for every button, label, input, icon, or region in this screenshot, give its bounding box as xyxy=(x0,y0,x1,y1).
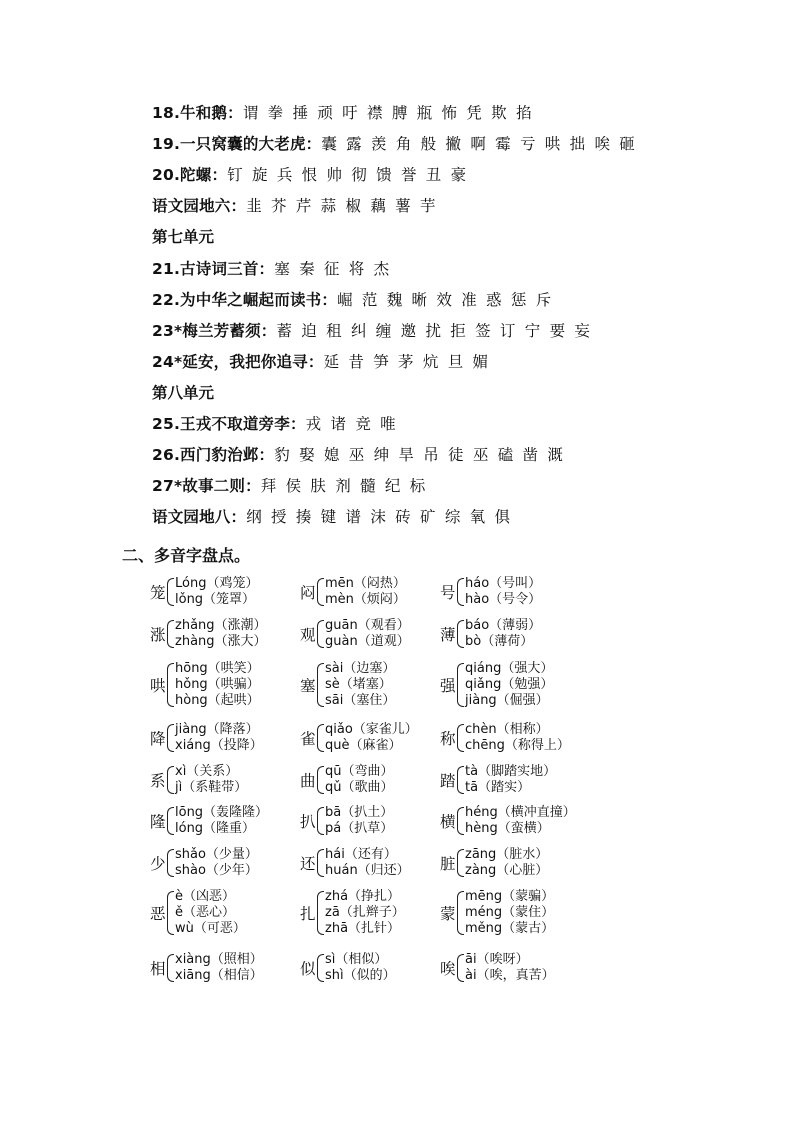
lesson-title: 第七单元 xyxy=(152,228,215,247)
lesson-title: 23*梅兰芳蓄须： xyxy=(152,321,277,340)
polyphone-character: 雀 xyxy=(300,730,316,748)
polyphone-character: 哄 xyxy=(150,677,166,695)
lesson-row xyxy=(152,101,532,123)
reading: jì（系鞋带） xyxy=(175,780,248,795)
readings-list xyxy=(175,805,268,837)
readings-list xyxy=(175,722,263,754)
reading: héng（横冲直撞） xyxy=(465,805,576,820)
brace xyxy=(457,620,464,648)
reading: zhǎng（涨潮） xyxy=(175,618,267,633)
brace xyxy=(167,766,174,794)
reading: pá（扒草） xyxy=(325,821,394,836)
polyphone-character: 称 xyxy=(440,730,456,748)
lesson-title: 20.陀螺： xyxy=(152,166,228,185)
reading: mēng（蒙骗） xyxy=(465,889,555,904)
reading: qiǎo（家雀儿） xyxy=(325,722,418,737)
lesson-row xyxy=(152,505,510,527)
polyphone-character: 系 xyxy=(150,772,166,790)
polyphone-character: 隆 xyxy=(150,813,166,831)
brace xyxy=(167,620,174,648)
reading: sāi（塞住） xyxy=(325,693,396,708)
unit-heading xyxy=(152,381,214,403)
brace xyxy=(457,663,464,707)
reading: mèn（烦闷） xyxy=(325,592,406,607)
reading: xì（关系） xyxy=(175,764,239,779)
reading: zhā（扎针） xyxy=(325,921,401,936)
reading: shào（少年） xyxy=(175,863,258,878)
brace xyxy=(317,578,324,606)
brace xyxy=(167,891,174,935)
polyphone-character: 脏 xyxy=(440,855,456,873)
readings-list xyxy=(175,889,246,937)
readings-list xyxy=(325,576,406,608)
polyphone-character: 横 xyxy=(440,813,456,831)
polyphone-character: 似 xyxy=(300,960,316,978)
polyphone-character: 蒙 xyxy=(440,905,456,923)
reading: měng（蒙古） xyxy=(465,921,555,936)
polyphone-character: 还 xyxy=(300,855,316,873)
lesson-title: 26.西门豹治邺： xyxy=(152,446,275,465)
readings-list xyxy=(325,722,418,754)
polyphone-character: 相 xyxy=(150,960,166,978)
brace xyxy=(317,849,324,877)
reading: bā（扒土） xyxy=(325,805,394,820)
lesson-title: 18.牛和鹅： xyxy=(152,104,243,122)
reading: sài（边塞） xyxy=(325,661,396,676)
readings-list xyxy=(175,576,258,608)
reading: xiāng（相信） xyxy=(175,968,263,983)
polyphone-character: 唉 xyxy=(440,960,456,978)
lesson-row xyxy=(152,257,389,279)
readings-list xyxy=(465,847,548,879)
reading: hōng（哄笑） xyxy=(175,661,260,676)
readings-list xyxy=(465,576,541,608)
brace xyxy=(457,724,464,752)
lesson-characters: 拜 侯 肤 剂 髓 纪 标 xyxy=(260,477,426,496)
readings-list xyxy=(175,661,260,709)
readings-list xyxy=(465,722,570,754)
reading: guān（观看） xyxy=(325,618,410,633)
brace xyxy=(167,807,174,835)
reading: ě（恶心） xyxy=(175,905,235,920)
lesson-characters: 纲 授 揍 键 谱 沫 砖 矿 综 氧 俱 xyxy=(246,508,511,527)
polyphone-character: 恶 xyxy=(150,905,166,923)
lesson-title: 21.古诗词三首： xyxy=(152,259,275,278)
unit-heading xyxy=(152,225,214,247)
lesson-title: 27*故事二则： xyxy=(152,477,261,496)
reading: háo（号叫） xyxy=(465,576,542,591)
reading: chèn（相称） xyxy=(465,722,549,737)
reading: lōng（轰隆隆） xyxy=(175,805,269,820)
lesson-row xyxy=(152,412,396,434)
polyphone-character: 降 xyxy=(150,730,166,748)
readings-list xyxy=(325,764,394,796)
lesson-row xyxy=(152,194,436,216)
reading: lóng（隆重） xyxy=(175,821,256,836)
polyphone-character: 塞 xyxy=(300,677,316,695)
readings-list xyxy=(465,661,553,709)
reading: zhá（挣扎） xyxy=(325,889,401,904)
lesson-title: 第八单元 xyxy=(152,383,215,402)
reading: xiáng（投降） xyxy=(175,738,263,753)
reading: hào（号令） xyxy=(465,592,542,607)
polyphone-character: 踏 xyxy=(440,772,456,790)
brace xyxy=(317,724,324,752)
lesson-title: 语文园地八： xyxy=(152,508,247,527)
lesson-characters: 崛 范 魏 晰 效 准 惑 惩 斥 xyxy=(337,290,552,309)
reading: hái（还有） xyxy=(325,847,397,862)
reading: hòng（起哄） xyxy=(175,693,260,708)
reading: tà（脚踏实地） xyxy=(465,764,557,779)
reading: shì（似的） xyxy=(325,968,396,983)
readings-list xyxy=(175,952,263,984)
reading: Lóng（鸡笼） xyxy=(175,576,259,591)
reading: xiàng（照相） xyxy=(175,952,263,967)
brace xyxy=(457,766,464,794)
readings-list xyxy=(325,889,405,937)
lesson-row xyxy=(152,474,425,496)
polyphone-character: 观 xyxy=(300,626,316,644)
reading: sì（相似） xyxy=(325,952,388,967)
lesson-row xyxy=(152,132,635,154)
brace xyxy=(457,849,464,877)
lesson-row xyxy=(152,443,563,465)
lesson-characters: 延 昔 笋 茅 炕 旦 媚 xyxy=(323,352,489,371)
readings-list xyxy=(325,952,396,984)
reading: qiáng（强大） xyxy=(465,661,554,676)
lesson-characters: 钉 旋 兵 恨 帅 彻 馈 誉 丑 豪 xyxy=(227,166,467,185)
lesson-characters: 塞 秦 征 将 杰 xyxy=(274,259,390,278)
brace xyxy=(167,578,174,606)
reading: qiǎng（勉强） xyxy=(465,677,554,692)
brace xyxy=(457,891,464,935)
lesson-characters: 豹 娶 媳 巫 绅 旱 吊 徒 巫 磕 凿 溉 xyxy=(274,446,564,465)
lesson-title: 24*延安，我把你追寻： xyxy=(152,352,324,371)
lesson-row xyxy=(152,319,590,341)
readings-list xyxy=(325,805,393,837)
reading: tā（踏实） xyxy=(465,780,531,795)
reading: zhàng（涨大） xyxy=(175,634,267,649)
polyphone-character: 强 xyxy=(440,677,456,695)
reading: qǔ（歌曲） xyxy=(325,780,394,795)
readings-list xyxy=(465,805,576,837)
brace xyxy=(457,578,464,606)
lesson-row xyxy=(152,350,488,372)
reading: wù（可恶） xyxy=(175,921,246,936)
polyphone-character: 扎 xyxy=(300,905,316,923)
lesson-row xyxy=(152,288,551,310)
brace xyxy=(317,766,324,794)
reading: hèng（蛮横） xyxy=(465,821,550,836)
reading: méng（蒙住） xyxy=(465,905,555,920)
polyphone-character: 号 xyxy=(440,584,456,602)
polyphone-character: 闷 xyxy=(300,584,316,602)
reading: hǒng（哄骗） xyxy=(175,677,260,692)
polyphone-character: 笼 xyxy=(150,584,166,602)
reading: chēng（称得上） xyxy=(465,738,570,753)
readings-list xyxy=(465,618,541,650)
reading: mēn（闷热） xyxy=(325,576,406,591)
polyphone-character: 涨 xyxy=(150,626,166,644)
readings-list xyxy=(175,764,247,796)
reading: lǒng（笼罩） xyxy=(175,592,256,607)
reading: è（凶恶） xyxy=(175,889,235,904)
reading: jiàng（倔强） xyxy=(465,693,549,708)
lesson-characters: 蓄 迫 租 纠 缠 邀 扰 拒 签 订 宁 要 妄 xyxy=(276,321,591,340)
reading: qū（弯曲） xyxy=(325,764,394,779)
lesson-characters: 囊 露 羡 角 般 撇 啊 霉 亏 哄 拙 唉 砸 xyxy=(321,135,635,154)
readings-list xyxy=(325,847,410,879)
readings-list xyxy=(175,847,258,879)
brace xyxy=(167,954,174,982)
brace xyxy=(167,663,174,707)
reading: báo（薄弱） xyxy=(465,618,542,633)
lesson-title: 语文园地六： xyxy=(152,197,247,216)
brace xyxy=(317,663,324,707)
lesson-title: 25.王戎不取道旁李： xyxy=(152,415,306,433)
brace xyxy=(317,620,324,648)
reading: zàng（心脏） xyxy=(465,863,549,878)
lesson-characters: 戎 诸 竞 唯 xyxy=(305,415,396,433)
brace xyxy=(167,724,174,752)
lesson-row xyxy=(152,163,466,185)
reading: guàn（道观） xyxy=(325,634,410,649)
reading: bò（薄荷） xyxy=(465,634,534,649)
reading: ài（唉，真苦） xyxy=(465,968,555,983)
polyphone-character: 扒 xyxy=(300,813,316,831)
reading: shǎo（少量） xyxy=(175,847,258,862)
lesson-characters: 韭 芥 芹 蒜 椒 藕 薯 芋 xyxy=(246,197,436,216)
polyphone-character: 少 xyxy=(150,855,166,873)
reading: zā（扎辫子） xyxy=(325,905,405,920)
reading: huán（归还） xyxy=(325,863,410,878)
lesson-title: 19.一只窝囊的大老虎： xyxy=(152,135,322,154)
reading: què（麻雀） xyxy=(325,738,402,753)
lesson-title: 22.为中华之崛起而读书： xyxy=(152,290,338,309)
readings-list xyxy=(465,952,555,984)
reading: āi（唉呀） xyxy=(465,952,529,967)
brace xyxy=(317,807,324,835)
brace xyxy=(317,954,324,982)
brace xyxy=(317,891,324,935)
readings-list xyxy=(175,618,267,650)
reading: zāng（脏水） xyxy=(465,847,549,862)
reading: sè（堵塞） xyxy=(325,677,392,692)
polyphone-character: 薄 xyxy=(440,626,456,644)
section-title-polyphones: 二、多音字盘点。 xyxy=(122,546,251,565)
brace xyxy=(457,954,464,982)
readings-list xyxy=(465,764,556,796)
readings-list xyxy=(325,661,395,709)
brace xyxy=(457,807,464,835)
reading: jiàng（降落） xyxy=(175,722,259,737)
polyphone-character: 曲 xyxy=(300,772,316,790)
lesson-characters: 谓 拳 捶 顽 吁 襟 膊 瓶 怖 凭 欺 掐 xyxy=(242,104,532,122)
brace xyxy=(167,849,174,877)
readings-list xyxy=(325,618,410,650)
readings-list xyxy=(465,889,554,937)
